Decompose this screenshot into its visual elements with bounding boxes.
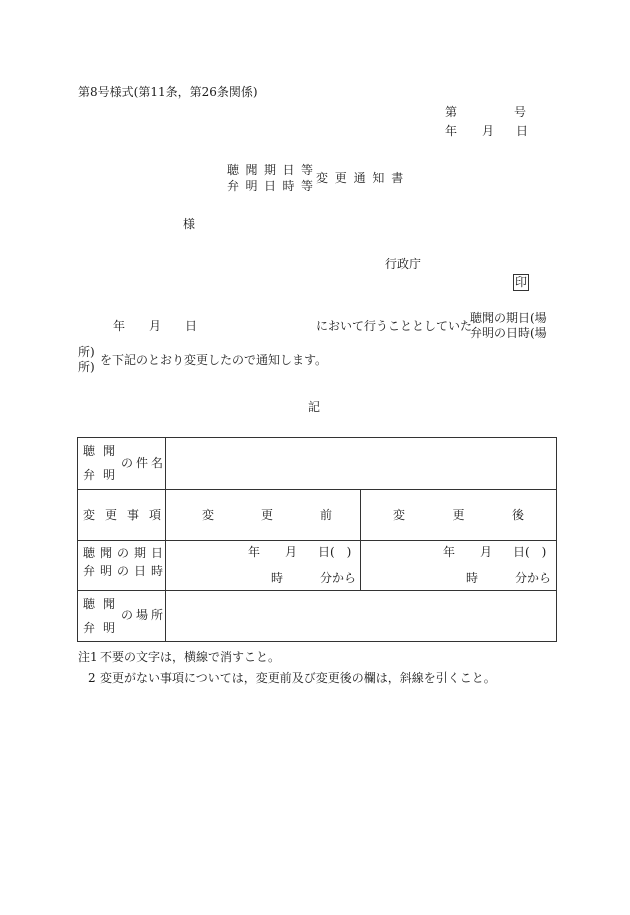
change-label: 変更事項 [83, 508, 172, 522]
ki-heading: 記 [308, 400, 321, 414]
document-number-suffix: 号 [514, 105, 527, 119]
before-hour: 時 [271, 571, 284, 585]
subject-label-top: 聴聞 [83, 444, 124, 458]
body-variant-line-2: 弁明の日時(場 [470, 326, 547, 340]
body-closing: を下記のとおり変更したので通知します。 [100, 353, 328, 367]
before-minute: 分から [320, 571, 357, 585]
cell-place-label [77, 590, 165, 642]
body-phrase: において行うこととしていた [316, 319, 473, 333]
subject-label-suffix: の件名 [121, 456, 167, 470]
document-number-prefix: 第 [445, 105, 458, 119]
body-continuation-line-1: 所) [78, 345, 95, 359]
change-table [77, 437, 572, 642]
body-continuation-line-2: 所) [78, 360, 95, 374]
note-2-text: 変更がない事項については，変更前及び変更後の欄は，斜線を引くこと。 [100, 671, 496, 685]
cell-change-label [77, 489, 172, 540]
cell-datetime-label [77, 540, 169, 590]
before-header: 変更前 [202, 508, 380, 522]
body-date-day: 日 [185, 319, 198, 333]
document-date-day: 日 [516, 124, 529, 138]
cell-subject-value [165, 437, 557, 489]
document-date-month: 月 [482, 124, 495, 138]
after-day: 日 [513, 545, 526, 559]
before-month: 月 [285, 545, 298, 559]
datetime-label-line-1: 聴聞の期日 [83, 546, 169, 560]
cell-place-value [165, 590, 557, 642]
seal-stamp: 印 [514, 275, 527, 289]
title-variant-line-2: 弁明日時等 [227, 179, 320, 193]
after-hour: 時 [466, 571, 479, 585]
addressee-honorific: 様 [183, 217, 196, 231]
place-label-bottom: 弁明 [83, 621, 124, 635]
note-2-label: 2 [88, 671, 96, 685]
after-header: 変更後 [393, 508, 572, 522]
after-paren: ( ) [525, 545, 547, 559]
note-1-text: 不要の文字は，横線で消すこと。 [100, 650, 281, 664]
cell-datetime-after [360, 540, 557, 590]
document-date-year: 年 [445, 124, 458, 138]
title-variant-line-1: 聴聞期日等 [227, 163, 320, 177]
body-date-month: 月 [149, 319, 162, 333]
place-label-suffix: の場所 [121, 608, 167, 622]
cell-subject-label [77, 437, 165, 489]
before-paren: ( ) [330, 545, 352, 559]
cell-after-header [360, 489, 572, 540]
cell-datetime-before [165, 540, 360, 590]
after-minute: 分から [515, 571, 552, 585]
place-label-top: 聴聞 [83, 597, 124, 611]
subject-label-bottom: 弁明 [83, 468, 124, 482]
datetime-label-line-2: 弁明の日時 [83, 564, 169, 578]
body-variant-line-1: 聴聞の期日(場 [470, 311, 547, 325]
form-id: 第8号様式(第11条，第26条関係) [78, 85, 258, 99]
issuer-name: 行政庁 [385, 257, 422, 271]
before-day: 日 [318, 545, 331, 559]
after-year: 年 [443, 545, 456, 559]
body-date-year: 年 [113, 319, 126, 333]
after-month: 月 [480, 545, 493, 559]
note-1-label: 注1 [78, 650, 98, 664]
title-main: 変更通知書 [316, 171, 411, 185]
before-year: 年 [248, 545, 261, 559]
cell-before-header [165, 489, 380, 540]
